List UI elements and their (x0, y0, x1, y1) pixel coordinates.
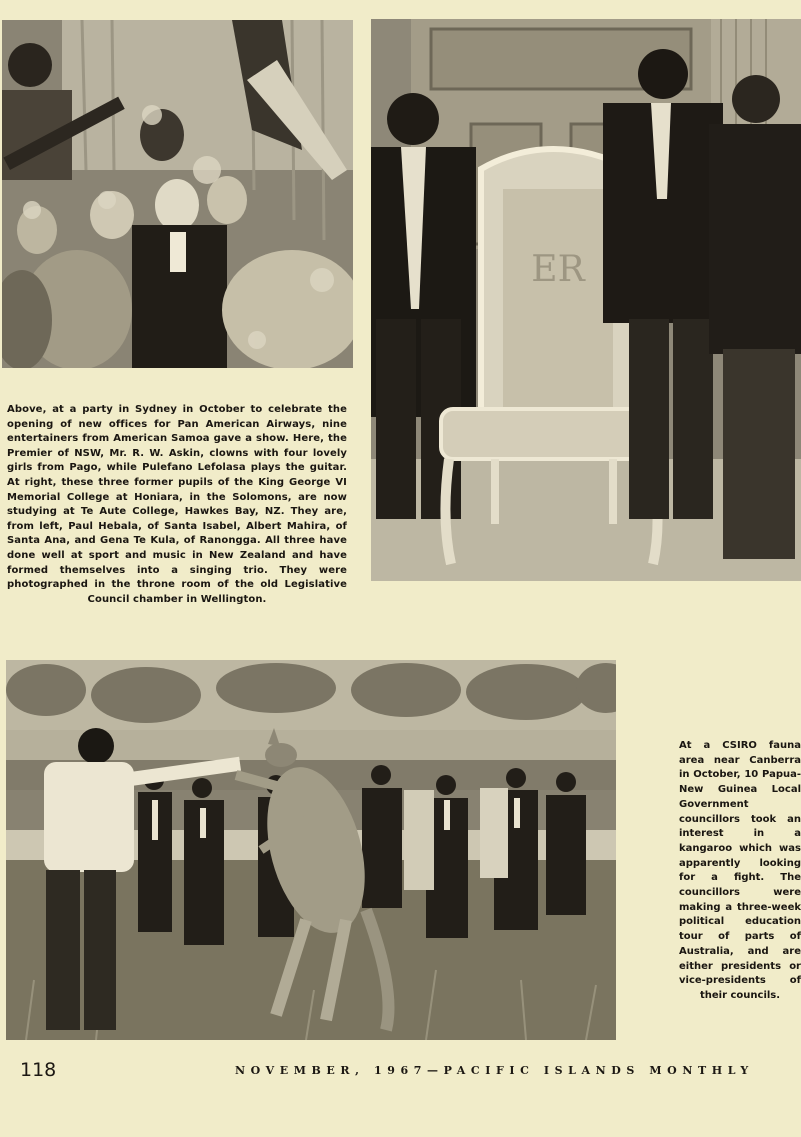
running-title: NOVEMBER, 1967—PACIFIC ISLANDS MONTHLY (235, 1064, 754, 1077)
throne-room-photo (371, 19, 801, 581)
kangaroo-photo (6, 660, 616, 1040)
party-photo (2, 20, 353, 368)
left-caption: Above, at a party in Sydney in October to celebrate the opening of new offices for Pan American Airways, nine entertainers from American Samoa gave a show. Here, the Premier of NSW, Mr. R. W. Askin, clowns with four lovely girls from Pago, while Pulefano Lefolasa plays the guitar. At right, these three former pupils of the King George VI Memorial College at Honiara, in the Solomons, are now studying at Te Aute College, Hawkes Bay, NZ. They are, from left, Paul Hebala, of Santa Isabel, Albert Mahira, of Santa Ana, and Gena Te Kula, of Ranongga. All three have done well at sport and music in New Zealand and have formed themselves into a singing trio. They were photographed in the throne room of the old Legislative Council chamber in Wellington. (7, 404, 347, 605)
right-caption: At a CSIRO fauna area near Canberra in October, 10 Papua-New Guinea Local Government councillors took an interest in a kangaroo which was apparently looking for a fight. The councillors were making a three-week political education tour of parts of Australia, and are either presidents or vice-presidents of their councils. (679, 740, 801, 1001)
page-number: 118 (20, 1059, 57, 1081)
throne-monogram: ER (531, 249, 585, 290)
